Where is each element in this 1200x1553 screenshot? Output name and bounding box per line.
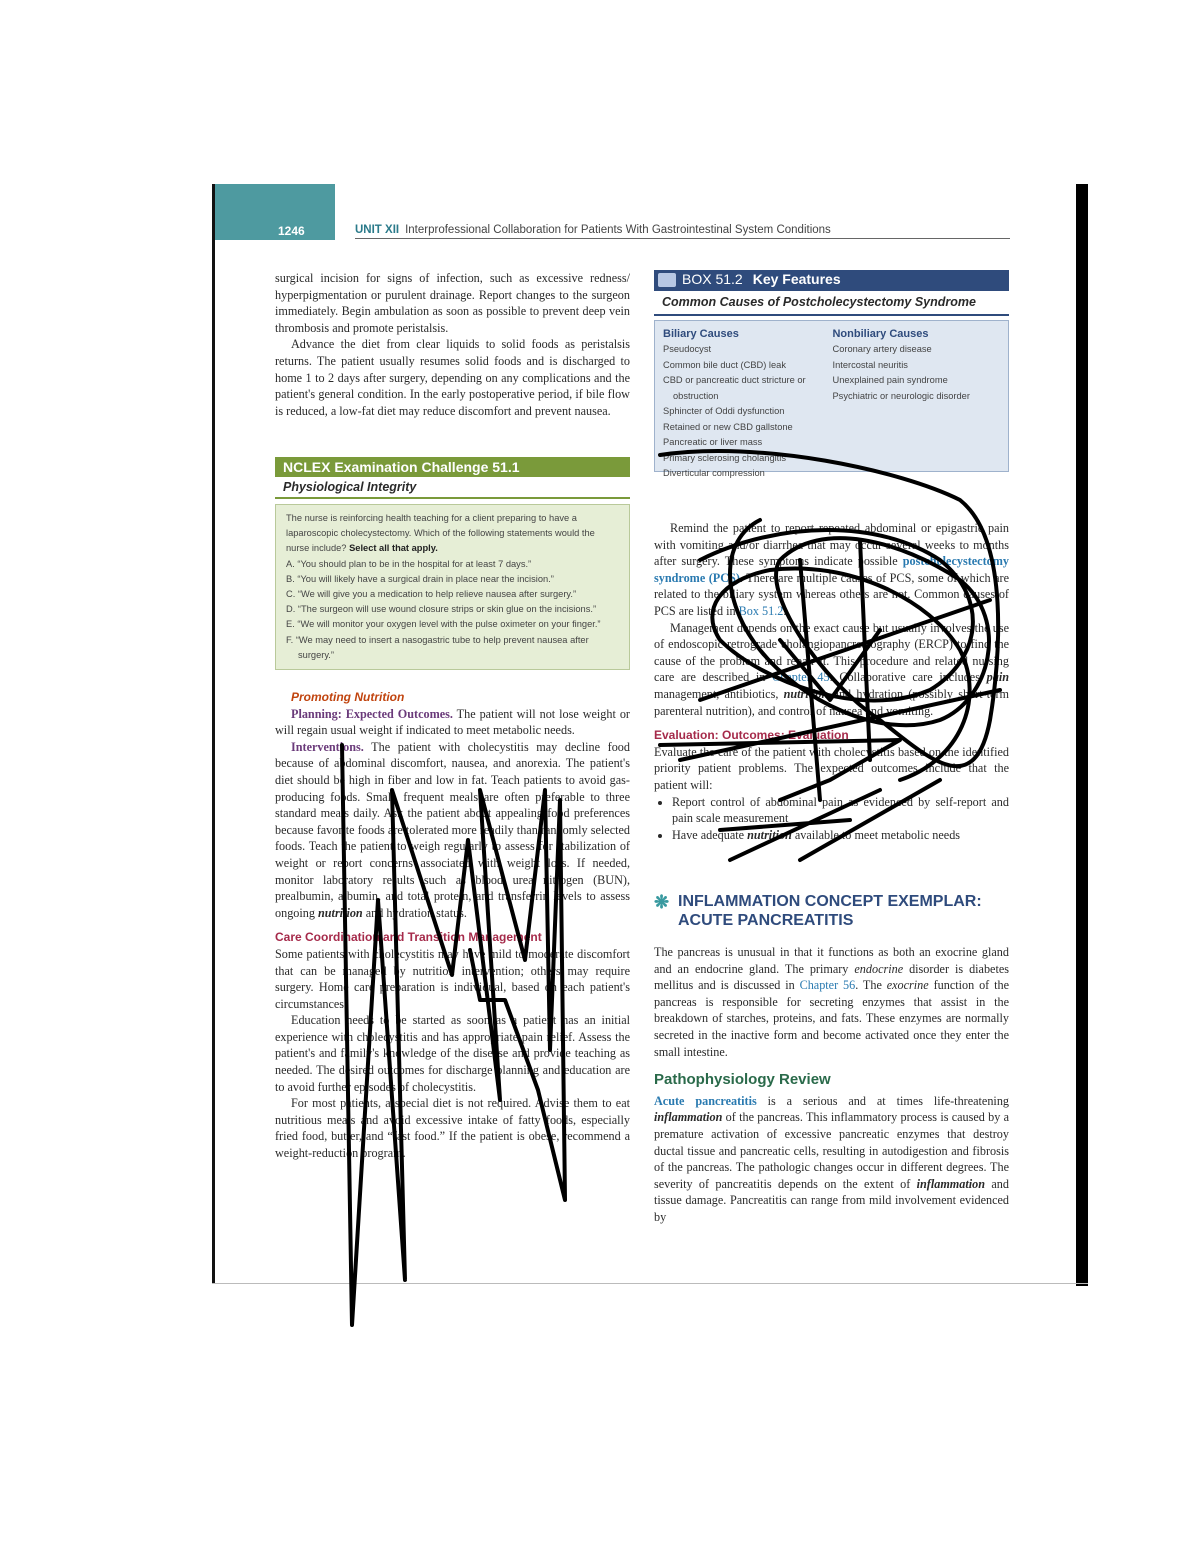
- paragraph-text: and hydration (possibly short-term parenteral nutrition), and control of nausea and vomiting.: [654, 686, 1009, 718]
- exemplar-line2: ACUTE PANCREATITIS: [678, 912, 854, 929]
- header-title: Interprofessional Collaboration for Patients With Gastrointestinal System Conditions: [405, 224, 831, 236]
- concept-star-icon: ❋: [654, 892, 670, 912]
- section-heading: Promoting Nutrition: [291, 690, 405, 704]
- list-item: [672, 827, 1009, 844]
- page-right-edge: [1076, 184, 1088, 1286]
- paragraph: For most patients, a special diet is not required. Advise them to eat nutritious meals and avoid excessive intake of fatty foods, especially fried food, butter, and “fast food.” If the patient is obese, recommend a weight-reduction program.: [275, 1096, 630, 1161]
- paragraph-text: The patient will not lose weight or will regain usual weight if indicated to meet metabolic needs.: [275, 706, 630, 738]
- paragraph-text: Management depends on the exact cause but usually involves the use of endoscopic retrograde cholangiopancreatography (ERCP) to find the cause of the problem and repair it. This procedure and related nursing care are described in: [654, 620, 1009, 685]
- emphasis: endocrine: [854, 961, 904, 976]
- section-heading: Evaluation: Outcomes: Evaluation: [654, 728, 849, 743]
- list-item: Common bile duct (CBD) leak: [663, 359, 786, 370]
- concept-term: inflammation: [916, 1176, 986, 1191]
- paragraph: Education needs to be started as soon as a patient has an initial experience with cholecystitis and has appropriate pain relief. Assess the patient's and family's knowledge of the disease and provide teaching as needed. The desired outcomes for discharge planning and education are to avoid further episodes of cholecystitis.: [275, 1013, 630, 1094]
- paragraph-text: The pancreas is unusual in that it functions as both an exocrine gland and an endocrine gland. The primary: [654, 945, 1009, 976]
- list-item: obstruction: [673, 390, 719, 401]
- paragraph-text: function of the pancreas is responsible for secreting enzymes that assist in the breakdown of starches, proteins, and fats. These enzymes are normally secreted in the inactive form and become activated once they enter the small intestine.: [654, 978, 1009, 1059]
- nclex-question: The nurse is reinforcing health teaching for a client preparing to have a laparoscopic cholecystectomy. Which of the following statements would the nurse include?: [286, 513, 595, 554]
- page-number: 1246: [278, 224, 305, 238]
- emphasis: exocrine: [886, 978, 929, 993]
- paragraph-text: . The: [855, 978, 887, 993]
- concept-term: pain: [986, 670, 1009, 685]
- right-column-lower: [654, 944, 1009, 1226]
- paragraph-text: management, antibiotics,: [654, 686, 784, 701]
- paragraph-text: Remind the patient to report repeated abdominal or epigastric pain with vomiting and/or diarrhea that may occur several weeks to months after surgery. These symptoms indicate possible: [654, 521, 1009, 569]
- paragraph: Some patients with cholecystitis may have mild to moderate discomfort that can be managed by nutrition intervention; others may require surgery. Home care preparation is individual, based on each patient's circumstances.: [275, 946, 630, 1011]
- paragraph-text: .: [783, 603, 787, 618]
- box-icon: [658, 273, 676, 287]
- nclex-option: D. “The surgeon will use wound closure strips or skin glue on the incisions.”: [286, 604, 597, 615]
- paragraph-text: and hydration status.: [362, 905, 467, 920]
- paragraph-text: . There are multiple causes of PCS, some of which are related to the biliary system whereas others are not. Common causes of PCS are listed in: [654, 570, 1009, 618]
- box-subtitle: Common Causes of Postcholecystectomy Syndrome: [654, 291, 1009, 316]
- right-column: [654, 520, 1009, 843]
- biliary-heading: Biliary Causes: [663, 328, 739, 340]
- section-heading: Pathophysiology Review: [654, 1071, 831, 1089]
- box-number: BOX 51.2: [682, 271, 743, 287]
- paragraph: Evaluate the care of the patient with cholecystitis based on the identified priority patient problems. The expected outcomes include that the patient will:: [654, 744, 1009, 792]
- page-bottom-edge: [212, 1283, 1088, 1284]
- nclex-option: E. “We will monitor your oxygen level with the pulse oximeter on your finger.”: [286, 619, 601, 630]
- nclex-challenge: [275, 457, 630, 670]
- running-header: [355, 224, 1010, 239]
- nclex-question-box: [275, 504, 630, 670]
- nclex-instruction: Select all that apply.: [349, 543, 438, 554]
- nonbiliary-heading: Nonbiliary Causes: [832, 328, 929, 340]
- page-number-tab: [212, 184, 335, 240]
- list-text: available to meet metabolic needs: [791, 827, 961, 842]
- paragraph: Advance the diet from clear liquids to solid foods as peristalsis returns. The patient usually resumes solid foods and is discharged to home 1 to 2 days after surgery, depending on any complications and the patient's general condition. In the early postoperative period, if bile flow is reduced, a low-fat diet may reduce discomfort and prevent nausea.: [275, 337, 630, 418]
- list-item: CBD or pancreatic duct stricture or: [663, 375, 806, 385]
- list-item: Unexplained pain syndrome: [832, 375, 948, 385]
- list-item: Pancreatic or liver mass: [663, 437, 763, 447]
- list-item: Retained or new CBD gallstone: [663, 421, 793, 432]
- run-in-heading: Planning: Expected Outcomes.: [291, 706, 453, 721]
- concept-term: nutrition: [747, 827, 792, 842]
- left-column-lower: [275, 689, 630, 1162]
- box-body: [654, 320, 1009, 478]
- glossary-term: postcholecystectomy syndrome (PCS): [654, 554, 1009, 585]
- nonbiliary-causes-column: [832, 327, 1000, 465]
- list-text: Have adequate: [672, 827, 748, 842]
- nclex-option: F. “We may need to insert a nasogastric tube to help prevent nausea after surgery.”: [286, 634, 589, 660]
- list-item: Pseudocyst: [663, 344, 712, 354]
- concept-term: nutrition: [783, 686, 829, 701]
- box-header: [654, 270, 1009, 291]
- nclex-subtitle: Physiological Integrity: [275, 477, 630, 499]
- paragraph: surgical incision for signs of infection, such as excessive redness/ hyperpigmentation or purulent drainage. Report changes to the surgeon immediately. Begin ambulation as soon as possible to prevent deep vein thrombosis and promote peristalsis.: [275, 271, 630, 335]
- page-left-edge: [212, 184, 215, 1283]
- paragraph-text: . Collaborative care includes: [829, 670, 987, 685]
- list-item: Sphincter of Oddi dysfunction: [663, 406, 785, 416]
- paragraph-text: disorder is diabetes mellitus and is discussed in: [654, 961, 1009, 993]
- concept-term: inflammation: [654, 1110, 723, 1125]
- paragraph-text: of the pancreas. This inflammatory process is caused by a premature activation of excessive pancreatic enzymes that destroy ductal tissue and pancreatic cells, resulting in autodigestion and fibrosis of the pancreas. The pathologic changes occur in different degrees. The severity of pancreatitis depends on the extent of: [654, 1110, 1009, 1191]
- unit-label: UNIT XII: [355, 224, 400, 236]
- chapter-link[interactable]: Chapter 56: [799, 978, 856, 993]
- exemplar-heading: [654, 892, 1033, 930]
- box-51-2: [654, 270, 1009, 478]
- outcome-list: [654, 794, 1009, 844]
- paragraph-text: The patient with cholecystitis may decline food because of abdominal discomfort, nausea, and anorexia. The patient's diet should be high in fiber and low in fat. Teach patients to avoid gas-producing foods. Small, frequent meals are often preferable to three standard meals daily. Ask the patient about appealing food preferences because favorite foods are tolerated more readily than randomly selected foods. Teach the patient to weigh regularly to assess for stabilization of weight or report concerns associated with weight loss. If needed, monitor laboratory results such as blood urea nitrogen (BUN), prealbumin, albumin, and total protein, and transferrin levels to assess ongoing: [275, 739, 630, 920]
- chapter-link[interactable]: Chapter 45: [772, 670, 830, 685]
- list-item: Diverticular compression: [663, 468, 765, 478]
- list-item: Psychiatric or neurologic disorder: [832, 390, 970, 401]
- nclex-title: NCLEX Examination Challenge 51.1: [275, 457, 630, 477]
- list-item: • Report control of abdominal pain as evidenced by self-report and pain scale measurement: [672, 794, 1009, 827]
- list-item: Coronary artery disease: [832, 344, 932, 354]
- box-link[interactable]: Box 51.2: [738, 603, 784, 618]
- box-label: Key Features: [752, 271, 841, 287]
- nclex-option: C. “We will give you a medication to help relieve nausea after surgery.”: [286, 589, 577, 600]
- section-heading: Care Coordination and Transition Management: [275, 930, 542, 945]
- left-column: [275, 270, 630, 419]
- list-item: Intercostal neuritis: [832, 359, 908, 370]
- nclex-option: A. “You should plan to be in the hospital for at least 7 days.”: [286, 558, 532, 569]
- exemplar-line1: INFLAMMATION CONCEPT EXEMPLAR:: [678, 893, 982, 910]
- glossary-term: Acute pancreatitis: [654, 1093, 757, 1108]
- biliary-causes-column: [663, 327, 832, 478]
- concept-term: nutrition: [318, 905, 363, 920]
- paragraph-text: is a serious and at times life-threatening: [756, 1093, 1010, 1108]
- run-in-heading: Interventions.: [291, 739, 364, 754]
- paragraph-text: and tissue damage. Pancreatitis can range from mild involvement evidenced by: [654, 1176, 1009, 1224]
- nclex-option: B. “You will likely have a surgical drain in place near the incision.”: [286, 573, 554, 584]
- list-item: Primary sclerosing cholangitis: [663, 452, 786, 463]
